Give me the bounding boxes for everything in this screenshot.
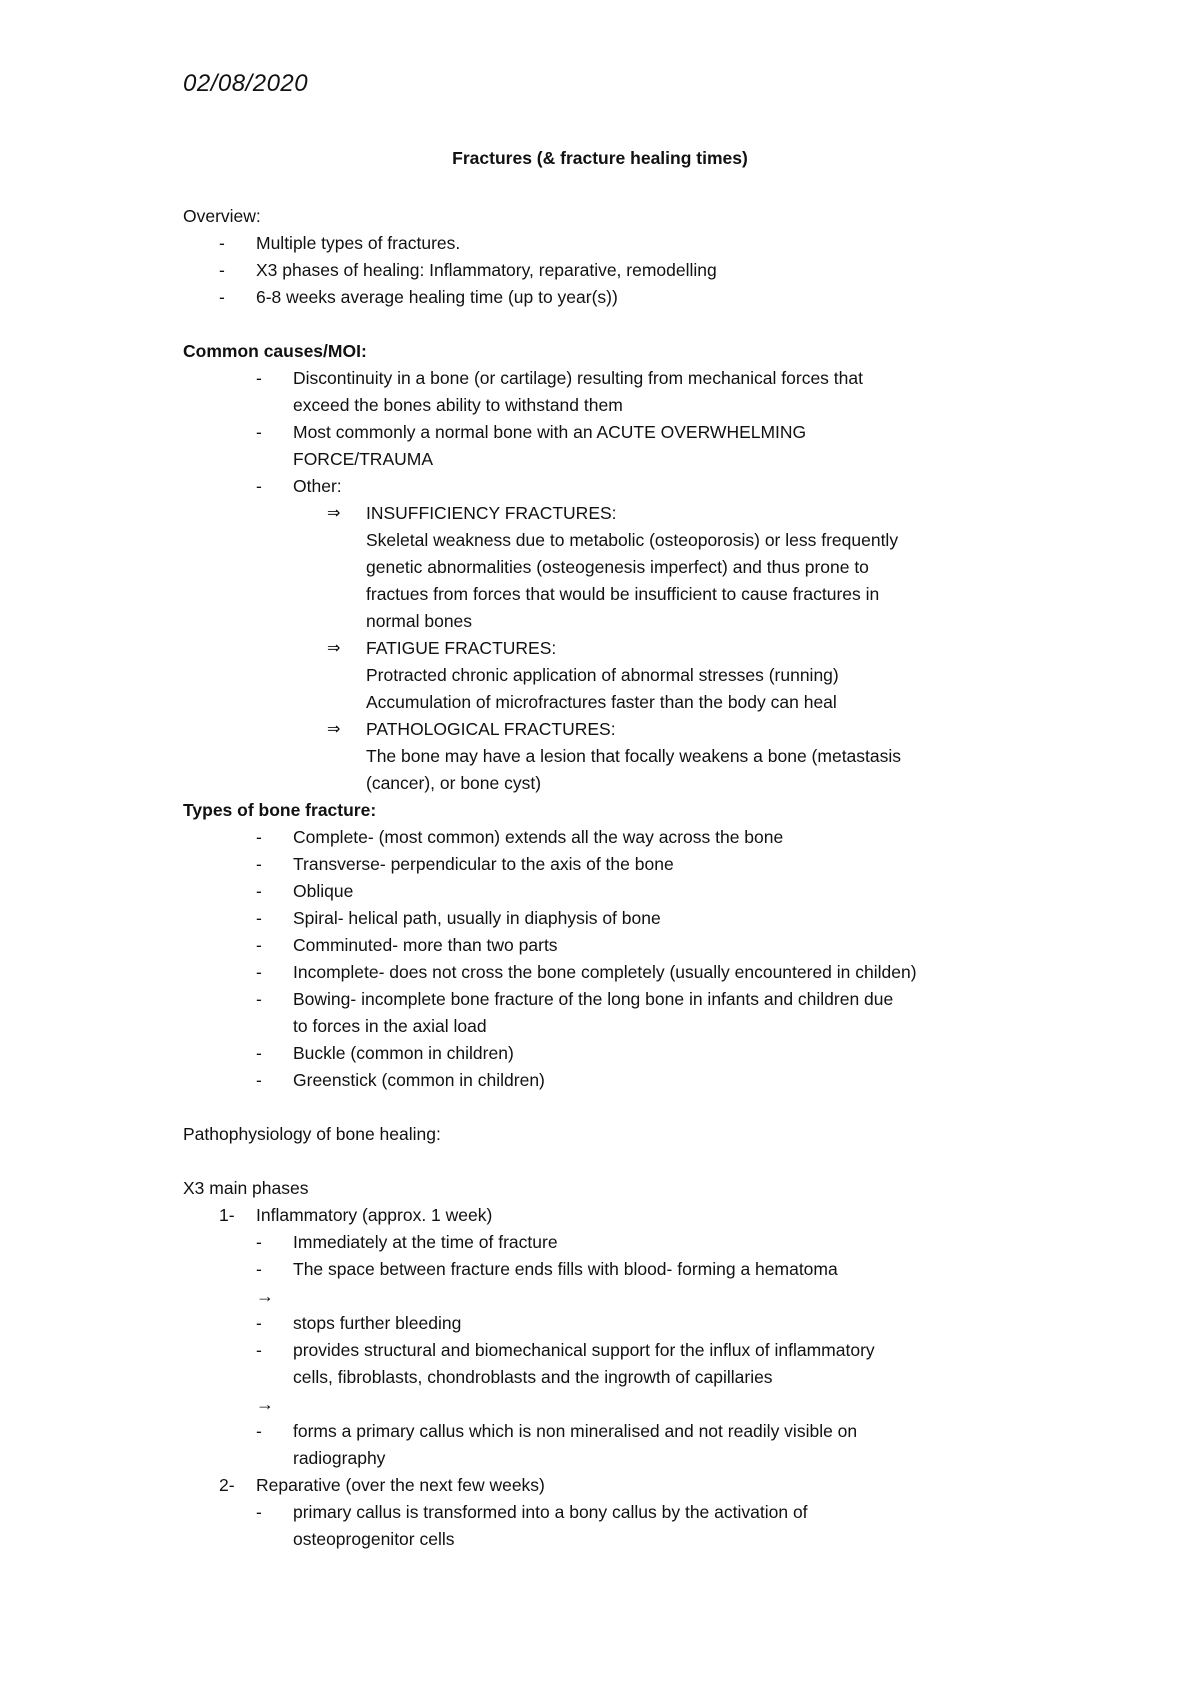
list-item: - Greenstick (common in children)	[256, 1070, 545, 1090]
list-item: - Discontinuity in a bone (or cartilage) resulting from mechanical forces that	[256, 368, 863, 388]
list-item: - primary callus is transformed into a bony callus by the activation of	[256, 1502, 808, 1522]
list-item-continuation: cells, fibroblasts, chondroblasts and the ingrowth of capillaries	[293, 1367, 773, 1387]
list-item: - Multiple types of fractures.	[219, 233, 461, 253]
phase-2-item: 2- Reparative (over the next few weeks)	[219, 1475, 545, 1495]
causes-heading: Common causes/MOI:	[183, 341, 367, 361]
list-item: - The space between fracture ends fills with blood- forming a hematoma	[256, 1259, 838, 1279]
sub-item-text: normal bones	[366, 611, 473, 631]
sub-item-text: Skeletal weakness due to metabolic (osteoporosis) or less frequently	[366, 530, 899, 550]
list-item: - Bowing- incomplete bone fracture of the long bone in infants and children due	[256, 989, 894, 1009]
list-item: - Oblique	[256, 881, 354, 901]
phase-1-item: 1- Inflammatory (approx. 1 week)	[219, 1205, 493, 1225]
list-item-continuation: exceed the bones ability to withstand them	[293, 395, 623, 415]
list-item: - X3 phases of healing: Inflammatory, reparative, remodelling	[219, 260, 717, 280]
sub-item-text: Accumulation of microfractures faster than the body can heal	[366, 692, 837, 712]
list-item: - forms a primary callus which is non mineralised and not readily visible on	[256, 1421, 858, 1441]
list-item-continuation: radiography	[293, 1448, 386, 1468]
list-item: - 6-8 weeks average healing time (up to year(s))	[219, 287, 618, 307]
sub-item-text: genetic abnormalities (osteogenesis imperfect) and thus prone to	[366, 557, 869, 577]
right-arrow-icon: →	[256, 1286, 274, 1306]
list-item: - Complete- (most common) extends all the way across the bone	[256, 827, 784, 847]
right-arrow-icon: →	[256, 1394, 274, 1414]
sub-item-text: (cancer), or bone cyst)	[366, 773, 542, 793]
list-item: - Other:	[256, 476, 342, 496]
sub-item-text: Protracted chronic application of abnormal stresses (running)	[366, 665, 839, 685]
list-item: - Incomplete- does not cross the bone completely (usually encountered in childen)	[256, 962, 917, 982]
types-heading: Types of bone fracture:	[183, 800, 377, 820]
list-item: - Comminuted- more than two parts	[256, 935, 558, 955]
sub-item-text: fractues from forces that would be insufficient to cause fractures in	[366, 584, 880, 604]
list-item: - Buckle (common in children)	[256, 1043, 514, 1063]
sub-item-pathological: ⇒ PATHOLOGICAL FRACTURES:	[183, 716, 1113, 743]
phases-heading: X3 main phases	[183, 1178, 309, 1198]
sub-item-text: The bone may have a lesion that focally weakens a bone (metastasis	[366, 746, 902, 766]
document-title: Fractures (& fracture healing times)	[452, 148, 748, 168]
sub-item-fatigue: ⇒ FATIGUE FRACTURES:	[183, 635, 1113, 662]
arrow-line	[183, 1283, 1113, 1310]
list-item-continuation: to forces in the axial load	[293, 1016, 487, 1036]
list-item: - Immediately at the time of fracture	[256, 1232, 558, 1252]
list-item-continuation: osteoprogenitor cells	[293, 1529, 455, 1549]
patho-heading: Pathophysiology of bone healing:	[183, 1124, 441, 1144]
list-item-continuation: FORCE/TRAUMA	[293, 449, 433, 469]
document-body	[183, 203, 1113, 1553]
implies-arrow-icon: ⇒	[327, 640, 341, 657]
implies-arrow-icon: ⇒	[327, 505, 341, 522]
list-item: - Spiral- helical path, usually in diaphysis of bone	[256, 908, 661, 928]
sub-item-insufficiency: ⇒ INSUFFICIENCY FRACTURES:	[183, 500, 1113, 527]
arrow-line	[183, 1391, 1113, 1418]
overview-heading: Overview:	[183, 206, 261, 226]
list-item: - stops further bleeding	[256, 1313, 462, 1333]
list-item: - Transverse- perpendicular to the axis of the bone	[256, 854, 674, 874]
document-date: 02/08/2020	[183, 70, 309, 97]
list-item: - Most commonly a normal bone with an ACUTE OVERWHELMING	[256, 422, 807, 442]
implies-arrow-icon: ⇒	[327, 721, 341, 738]
list-item: - provides structural and biomechanical support for the influx of inflammatory	[256, 1340, 875, 1360]
